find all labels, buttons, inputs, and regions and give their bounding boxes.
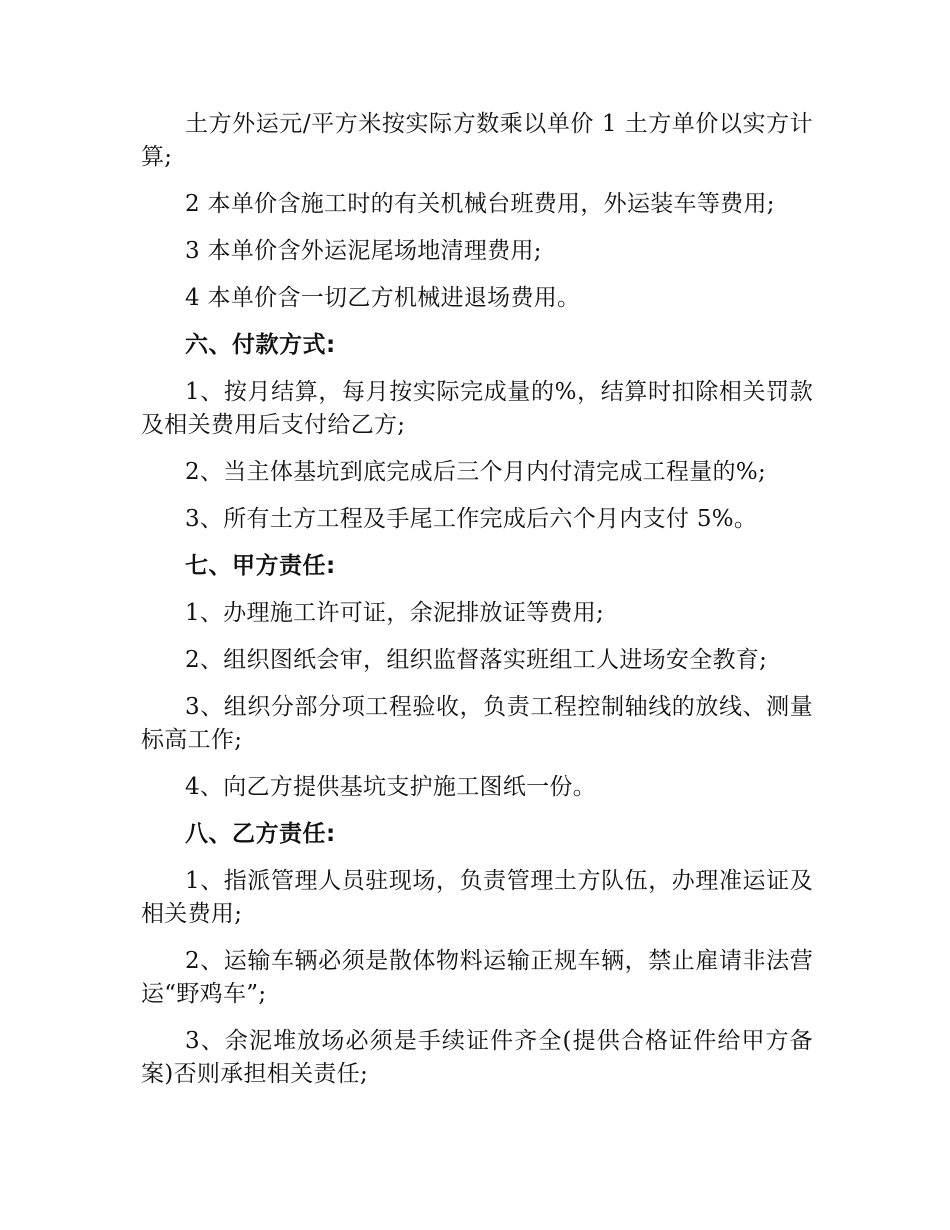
paragraph-party-b-3: 3、余泥堆放场必须是手续证件齐全(提供合格证件给甲方备案)否则承担相关责任; [141,1028,813,1087]
paragraph-payment-3: 3、所有土方工程及手尾工作完成后六个月内支付 5%。 [185,506,758,532]
paragraph-unit-price: 土方外运元/平方米按实际方数乘以单价 1 土方单价以实方计算; [141,111,813,170]
document-body [141,108,813,1105]
paragraph-party-b-1: 1、指派管理人员驻现场，负责管理土方队伍，办理准运证及相关费用; [141,868,813,927]
paragraph-price-item-3: 3 本单价含外运泥尾场地清理费用; [185,238,542,264]
paragraph-party-b-2: 2、运输车辆必须是散体物料运输正规车辆，禁止雇请非法营运“野鸡车”; [141,948,813,1007]
paragraph-payment-1: 1、按月结算，每月按实际完成量的%，结算时扣除相关罚款及相关费用后支付给乙方; [141,379,813,438]
paragraph-party-a-3: 3、组织分部分项工程验收，负责工程控制轴线的放线、测量标高工作; [141,694,813,753]
paragraph-price-item-4: 4 本单价含一切乙方机械进退场费用。 [185,285,581,311]
paragraph-party-a-4: 4、向乙方提供基坑支护施工图纸一份。 [185,774,597,800]
paragraph-price-item-2: 2 本单价含施工时的有关机械台班费用，外运装车等费用; [185,191,775,217]
paragraph-party-a-2: 2、组织图纸会审，组织监督落实班组工人进场安全教育; [185,647,768,673]
paragraph-payment-2: 2、当主体基坑到底完成后三个月内付清完成工程量的%; [185,459,767,485]
paragraph-party-a-1: 1、办理施工许可证，余泥排放证等费用; [185,600,605,626]
section-heading-payment: 六、付款方式: [185,332,336,358]
section-heading-party-b: 八、乙方责任: [185,821,336,847]
section-heading-party-a: 七、甲方责任: [185,553,336,579]
